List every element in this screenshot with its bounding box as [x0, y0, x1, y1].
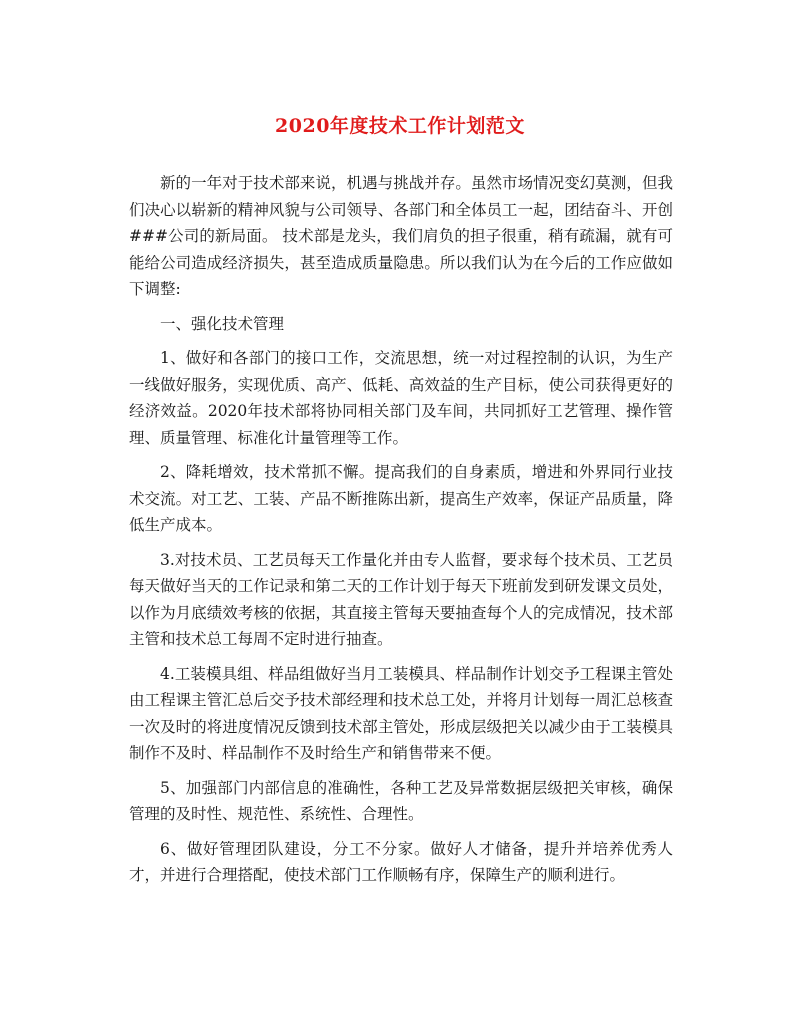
document-body — [129, 170, 673, 897]
paragraph-item-6: 6、做好管理团队建设，分工不分家。做好人才储备，提升并培养优秀人才，并进行合理搭配，使技术部门工作顺畅有序，保障生产的顺利进行。 — [129, 839, 673, 884]
section-heading-1: 一、强化技术管理 — [160, 314, 285, 333]
paragraph-item-2: 2、降耗增效，技术常抓不懈。提高我们的自身素质，增进和外界同行业技术交流。对工艺、工装、产品不断推陈出新，提高生产效率，保证产品质量，降低生产成本。 — [129, 463, 673, 534]
paragraph-item-1: 1、做好和各部门的接口工作，交流思想，统一对过程控制的认识，为生产一线做好服务，实现优质、高产、低耗、高效益的生产目标，使公司获得更好的经济效益。2020年技术部将协同相关部门及车间，共同抓好工艺管理、操作管理、质量管理、标准化计量管理等工作。 — [129, 349, 673, 447]
paragraph-item-3: 3.对技术员、工艺员每天工作量化并由专人监督，要求每个技术员、工艺员每天做好当天的工作记录和第二天的工作计划于每天下班前发到研发课文员处，以作为月底绩效考核的依据，其直接主管每天要抽查每个人的完成情况，技术部主管和技术总工每周不定时进行抽查。 — [129, 550, 673, 648]
paragraph-item-5: 5、加强部门内部信息的准确性，各种工艺及异常数据层级把关审核，确保管理的及时性、规范性、系统性、合理性。 — [129, 778, 673, 823]
paragraph-item-4: 4.工装模具组、样品组做好当月工装模具、样品制作计划交予工程课主管处由工程课主管汇总后交予技术部经理和技术总工处，并将月计划每一周汇总核查一次及时的将进度情况反馈到技术部主管处，形成层级把关以减少由于工装模具制作不及时、样品制作不及时给生产和销售带来不便。 — [129, 664, 673, 762]
document-title: 2020年度技术工作计划范文 — [275, 115, 525, 137]
paragraph-intro: 新的一年对于技术部来说，机遇与挑战并存。虽然市场情况变幻莫测，但我们决心以崭新的精神风貌与公司领导、各部门和全体员工一起，团结奋斗、开创###公司的新局面。 技术部是龙头，我们肩负的担子很重，稍有疏漏，就有可能给公司造成经济损失，甚至造成质量隐患。所以我们认为在今后的工作应做如下调整: — [129, 174, 673, 298]
